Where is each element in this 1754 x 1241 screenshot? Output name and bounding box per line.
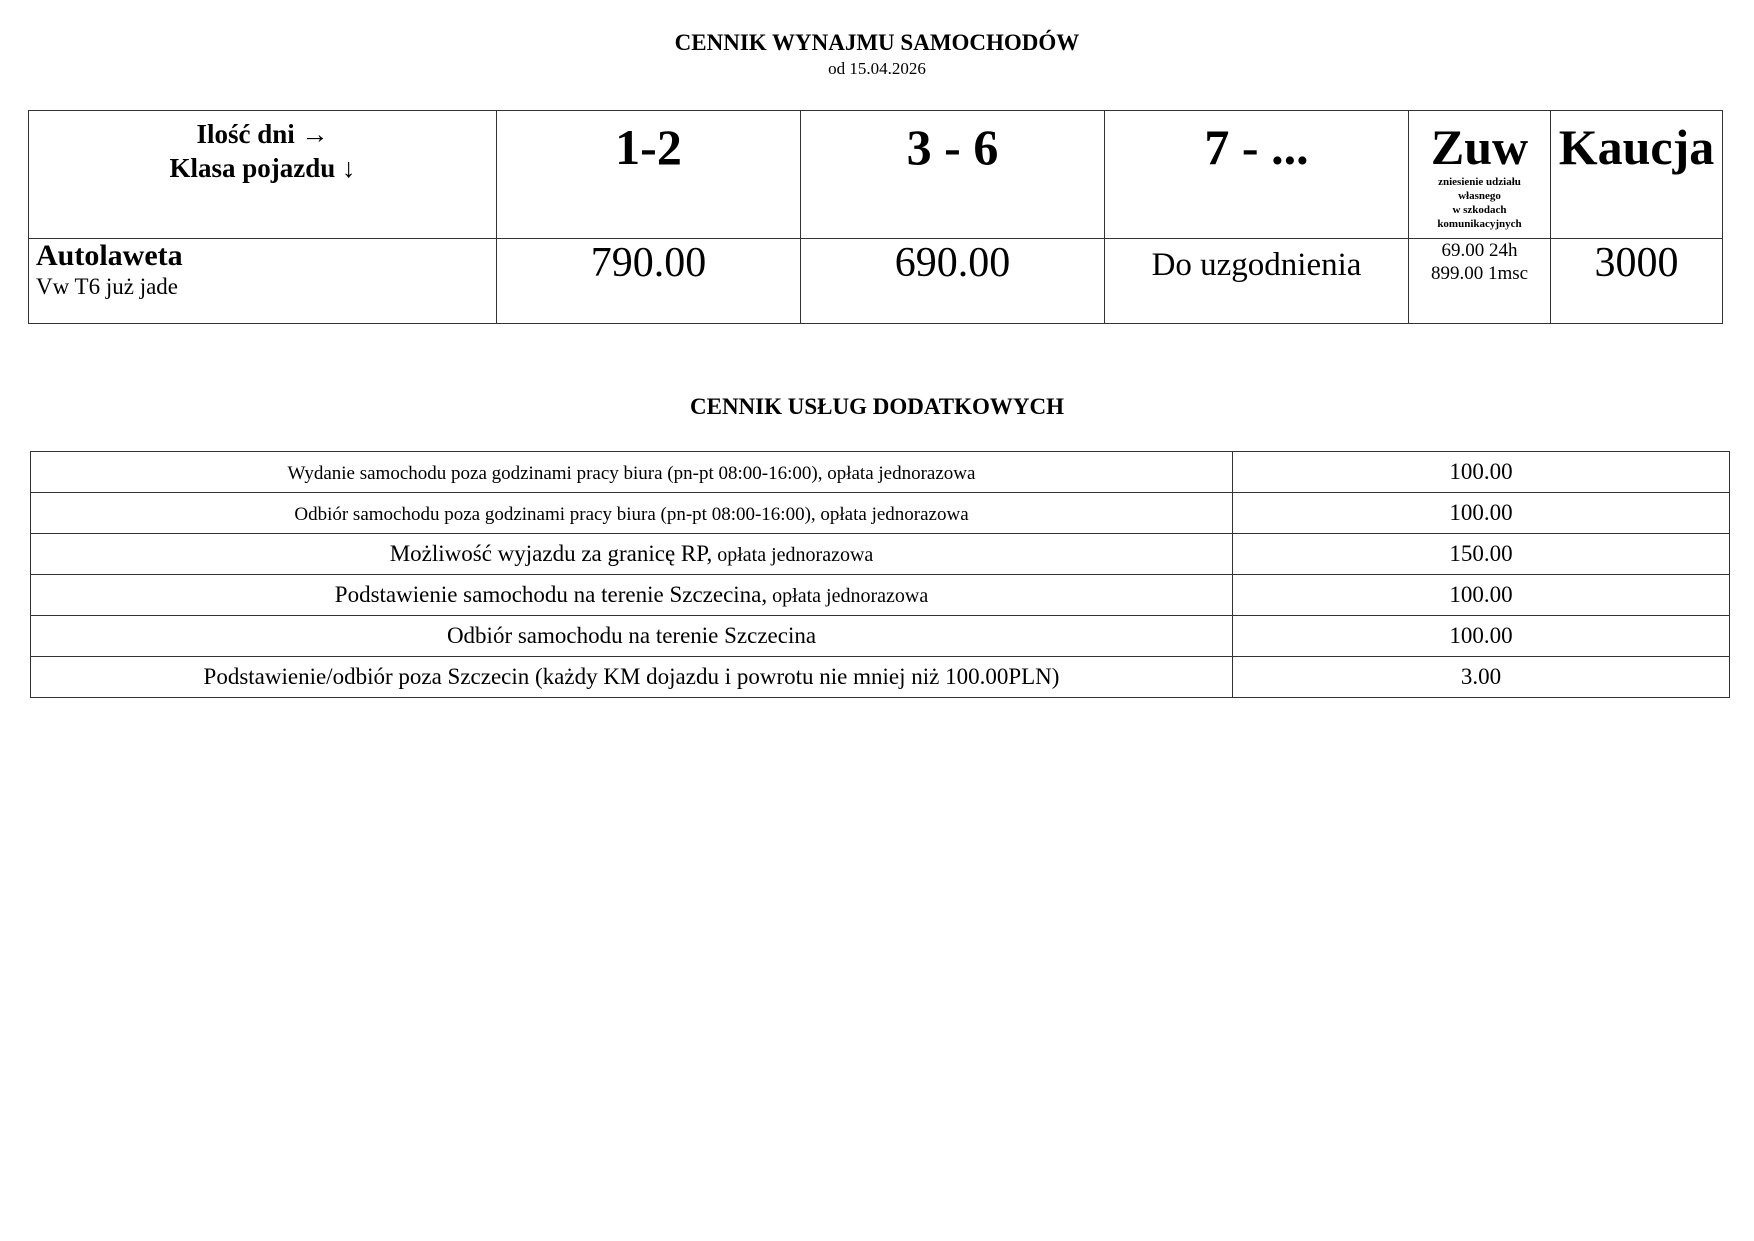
page-subtitle-date: od 15.04.2026: [828, 59, 926, 78]
extra-main: Wydanie samochodu poza godzinami pracy biura (pn-pt 08:00-16:00),: [287, 463, 823, 484]
extra-suffix: opłata jednorazowa: [822, 463, 976, 484]
extra-main: Możliwość wyjazdu za granicę RP,: [389, 541, 713, 566]
table-row: [31, 657, 1730, 698]
extras-title: CENNIK USŁUG DODATKOWYCH: [690, 394, 1064, 419]
extra-description: [31, 575, 1233, 616]
col-header-deposit: [1551, 111, 1723, 239]
zuw-month: 899.00 1msc: [1430, 263, 1529, 284]
table-row: [31, 534, 1730, 575]
page-title: CENNIK WYNAJMU SAMOCHODÓW: [674, 30, 1080, 55]
price-1-2: 790.00: [497, 239, 801, 324]
col-header-1-2: [497, 111, 801, 239]
col-header-7-plus: [1105, 111, 1409, 239]
extra-main: Odbiór samochodu na terenie Szczecina: [446, 623, 817, 648]
extra-main: Podstawienie/odbiór poza Szczecin (każdy KM dojazdu i powrotu nie mniej niż 100.00PLN): [203, 664, 1060, 689]
col-header-3-6-label: 3 - 6: [906, 119, 999, 175]
extra-suffix: opłata jednorazowa: [815, 504, 969, 525]
deposit-value: 3000: [1551, 239, 1723, 324]
vehicle-class-label: Klasa pojazdu ↓: [169, 153, 356, 183]
extra-price: 100.00: [1233, 452, 1730, 493]
col-header-deposit-label: Kaucja: [1558, 119, 1715, 175]
rental-header-row: [29, 111, 1723, 239]
extra-price: 100.00: [1233, 493, 1730, 534]
extra-suffix: opłata jednorazowa: [712, 544, 874, 566]
corner-header-cell: [29, 111, 497, 239]
zuw-24h: 69.00 24h: [1441, 240, 1518, 261]
extra-suffix: opłata jednorazowa: [767, 585, 929, 607]
zuw-note-line4: komunikacyjnych: [1437, 218, 1522, 230]
vehicle-cell: [29, 239, 497, 324]
extra-description: [31, 616, 1233, 657]
table-row: [31, 616, 1730, 657]
extra-description: [31, 534, 1233, 575]
extra-price: 100.00: [1233, 575, 1730, 616]
zuw-note-line1: zniesienie udziału: [1438, 176, 1521, 188]
extra-price: 150.00: [1233, 534, 1730, 575]
extras-price-table: [30, 451, 1730, 698]
price-3-6: 690.00: [801, 239, 1105, 324]
extra-main: Odbiór samochodu poza godzinami pracy biura (pn-pt 08:00-16:00),: [294, 504, 816, 525]
rental-price-table: [28, 110, 1723, 324]
table-row: [31, 452, 1730, 493]
extra-description: [31, 493, 1233, 534]
table-row: [31, 493, 1730, 534]
vehicle-name: Autolaweta: [36, 239, 183, 272]
col-header-7-plus-label: 7 - ...: [1204, 119, 1309, 175]
table-row: [31, 575, 1730, 616]
price-7-plus: Do uzgodnienia: [1105, 239, 1409, 324]
col-header-zuw-label: Zuw: [1430, 119, 1529, 175]
rental-row: [29, 239, 1723, 324]
col-header-zuw: [1409, 111, 1551, 239]
col-header-1-2-label: 1-2: [615, 119, 682, 175]
extra-price: 3.00: [1233, 657, 1730, 698]
extra-description: [31, 452, 1233, 493]
days-label: Ilość dni →: [196, 119, 329, 149]
extra-price: 100.00: [1233, 616, 1730, 657]
vehicle-description: Vw T6 już jade: [36, 274, 179, 299]
zuw-note-line3: w szkodach: [1452, 204, 1507, 216]
extra-main: Podstawienie samochodu na terenie Szczecina,: [334, 582, 768, 607]
col-header-3-6: [801, 111, 1105, 239]
zuw-cell: [1409, 239, 1551, 324]
zuw-note-line2: własnego: [1458, 190, 1501, 202]
extra-description: [31, 657, 1233, 698]
